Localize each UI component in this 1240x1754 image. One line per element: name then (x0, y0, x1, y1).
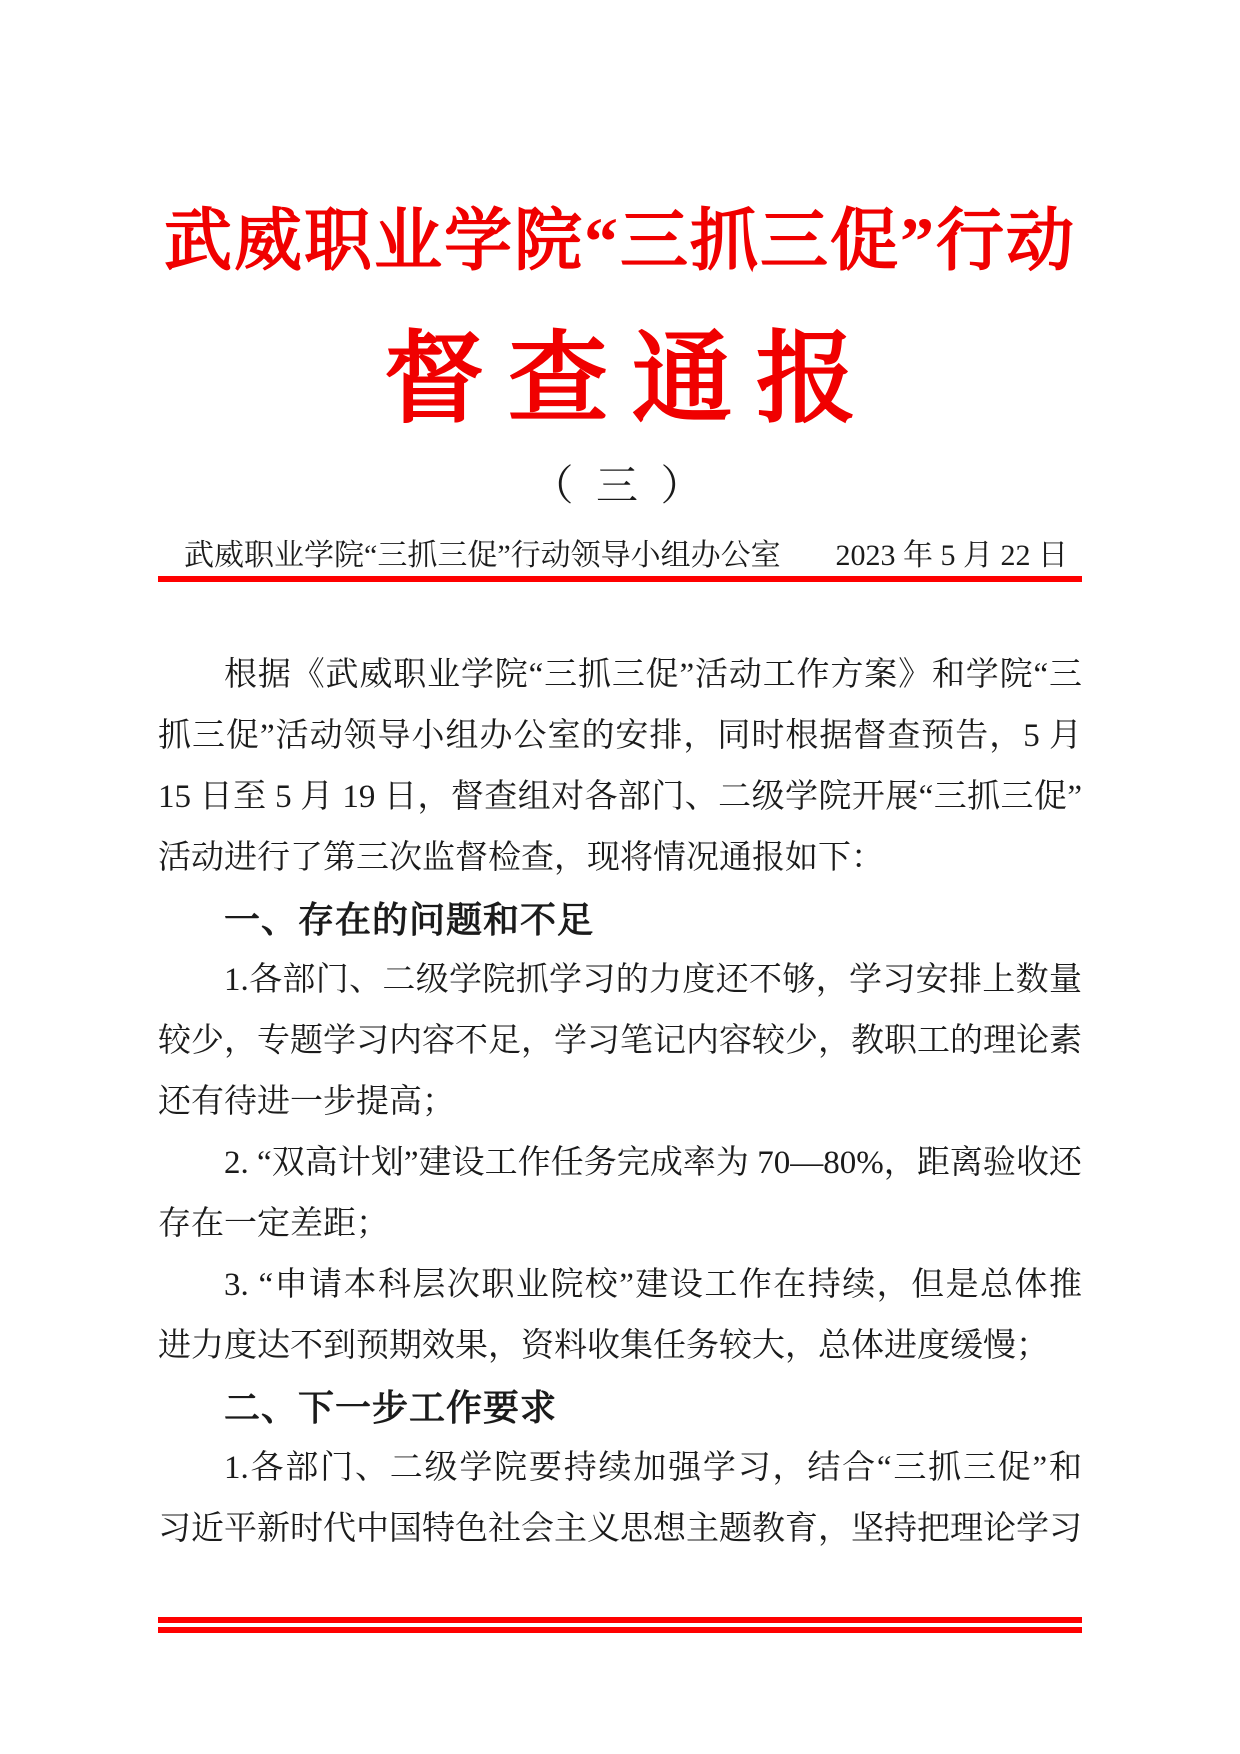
document-body (158, 645, 1082, 1560)
issuer-name: 武威职业学院“三抓三促”行动领导小组办公室 (184, 539, 781, 572)
body-line: 存在一定差距； (158, 1206, 389, 1242)
issue-number: （ 三 ） (531, 464, 709, 510)
body-line: 根据《武威职业学院“三抓三促”活动工作方案》和学院“三 (224, 657, 1082, 693)
body-line: 活动进行了第三次监督检查，现将情况通报如下： (158, 840, 884, 876)
body-line: 2. “双高计划”建设工作任务完成率为 70—80%，距离验收还 (224, 1145, 1082, 1181)
body-line: 进力度达不到预期效果，资料收集任务较大，总体进度缓慢； (158, 1328, 1049, 1364)
doc-title-line2: 督查通报 (384, 324, 880, 435)
body-line: 1.各部门、二级学院抓学习的力度还不够，学习安排上数量 (224, 962, 1082, 998)
body-line: 较少，专题学习内容不足，学习笔记内容较少，教职工的理论素 (158, 1023, 1082, 1059)
doc-title-line1: 武威职业学院“三抓三促”行动 (163, 203, 1076, 279)
footer-red-rule-top (158, 1617, 1082, 1623)
body-line: 抓三促”活动领导小组办公室的安排，同时根据督查预告，5 月 (158, 718, 1082, 754)
issue-date: 2023 年 5 月 22 日 (835, 539, 1068, 572)
body-line: 15 日至 5 月 19 日，督查组对各部门、二级学院开展“三抓三促” (158, 779, 1082, 815)
body-line: 3. “申请本科层次职业院校”建设工作在持续，但是总体推 (224, 1267, 1082, 1303)
issuer-line (158, 536, 1082, 576)
section-heading-1: 一、存在的问题和不足 (224, 899, 595, 940)
footer-red-rule-bottom (158, 1627, 1082, 1633)
body-line: 1.各部门、二级学院要持续加强学习，结合“三抓三促”和 (224, 1450, 1082, 1486)
body-line: 习近平新时代中国特色社会主义思想主题教育，坚持把理论学习 (158, 1511, 1082, 1547)
section-heading-2: 二、下一步工作要求 (224, 1387, 558, 1428)
header-red-rule (158, 576, 1082, 582)
body-line: 还有待进一步提高； (158, 1084, 455, 1120)
